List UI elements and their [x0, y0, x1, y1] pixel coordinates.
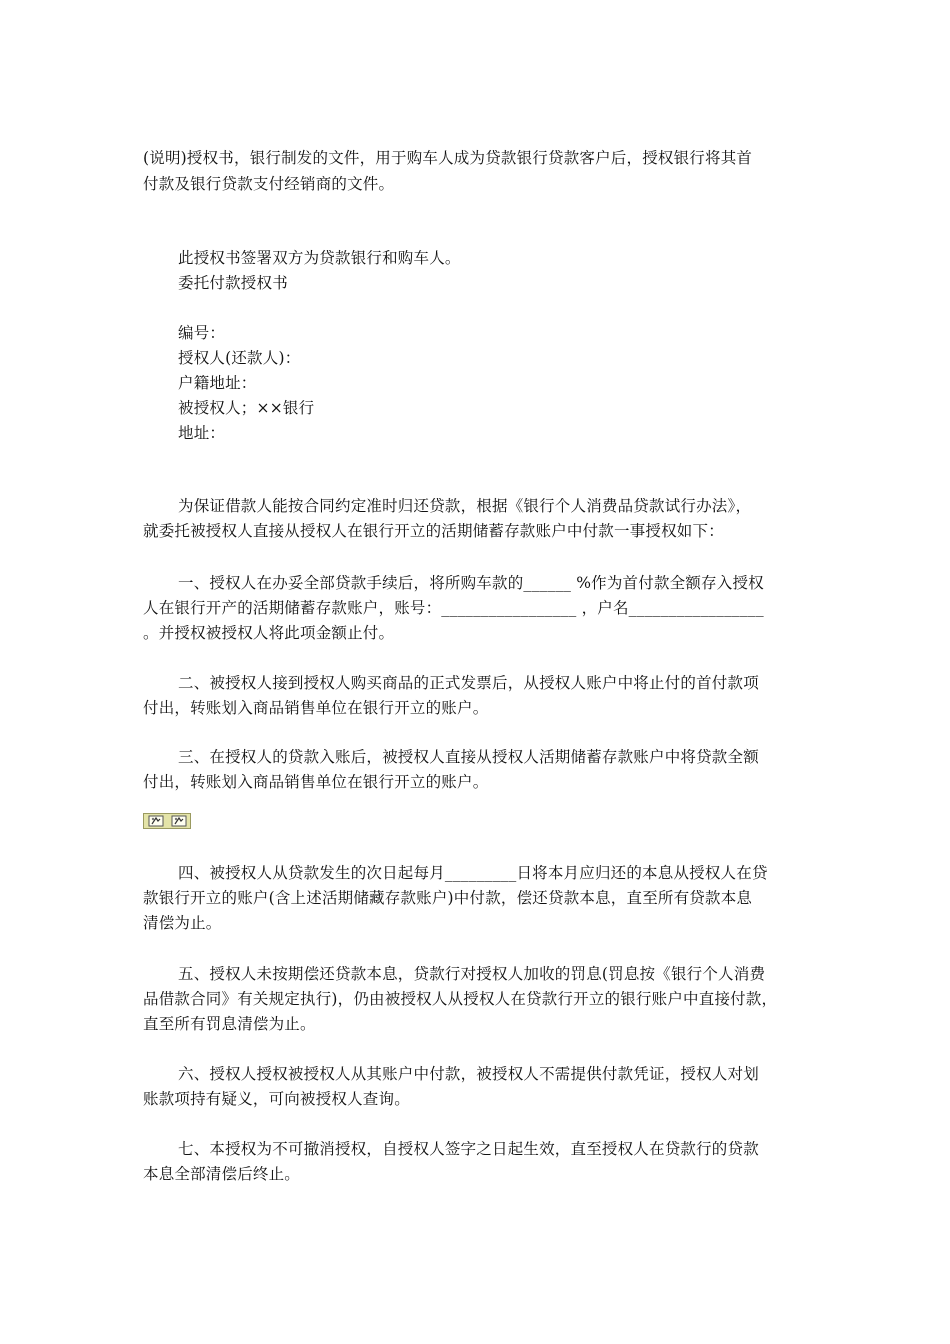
clause5-line-1: 五、授权人未按期偿还贷款本息，贷款行对授权人加收的罚息(罚息按《银行个人消费	[178, 965, 766, 983]
clause3-line-2: 付出，转账划入商品销售单位在银行开立的账户。	[143, 773, 489, 791]
signers-note: 此授权书签署双方为贷款银行和购车人。	[178, 249, 461, 267]
embedded-object-strip	[143, 813, 191, 829]
field-authorized: 被授权人；××银行	[178, 399, 315, 417]
clause5-line-3: 直至所有罚息清偿为止。	[143, 1015, 316, 1033]
field-address: 地址：	[178, 424, 226, 442]
clause4-line-3: 清偿为止。	[143, 914, 222, 932]
clause2-line-1: 二、被授权人接到授权人购买商品的正式发票后，从授权人账户中将止付的首付款项	[178, 674, 759, 692]
clause4-line-2: 款银行开立的账户(含上述活期储藏存款账户)中付款，偿还贷款本息，直至所有贷款本息	[143, 889, 753, 907]
field-domicile: 户籍地址：	[178, 374, 257, 392]
field-number: 编号：	[178, 324, 226, 342]
clause6-line-1: 六、授权人授权被授权人从其账户中付款，被授权人不需提供付款凭证，授权人对划	[178, 1065, 759, 1083]
preamble-line-2: 就委托被授权人直接从授权人在银行开立的活期储蓄存款账户中付款一事授权如下：	[143, 522, 724, 540]
clause1-line-2: 人在银行开产的活期储蓄存款账户，账号：_________________ ，户名_________________	[143, 599, 764, 617]
clause3-line-1: 三、在授权人的贷款入账后，被授权人直接从授权人活期储蓄存款账户中将贷款全额	[178, 748, 759, 766]
broken-image-icon	[148, 815, 164, 827]
clause5-line-2: 品借款合同》有关规定执行)，仍由被授权人从授权人在贷款行开立的银行账户中直接付款，	[143, 990, 778, 1008]
clause4-line-1: 四、被授权人从贷款发生的次日起每月_________日将本月应归还的本息从授权人在贷	[178, 864, 768, 882]
clause2-line-2: 付出，转账划入商品销售单位在银行开立的账户。	[143, 699, 489, 717]
intro-line-2: 付款及银行贷款支付经销商的文件。	[143, 175, 395, 193]
clause7-line-1: 七、本授权为不可撤消授权，自授权人签字之日起生效，直至授权人在贷款行的贷款	[178, 1140, 759, 1158]
broken-image-icon	[171, 815, 187, 827]
clause6-line-2: 账款项持有疑义，可向被授权人查询。	[143, 1090, 410, 1108]
field-authorizer: 授权人(还款人)：	[178, 349, 301, 367]
clause1-line-3: 。并授权被授权人将此项金额止付。	[143, 624, 395, 642]
clause7-line-2: 本息全部清偿后终止。	[143, 1165, 301, 1183]
preamble-line-1: 为保证借款人能按合同约定准时归还贷款，根据《银行个人消费品贷款试行办法》，	[178, 497, 752, 515]
clause1-line-1: 一、授权人在办妥全部贷款手续后，将所购车款的______ %作为首付款全额存入授权	[178, 574, 764, 592]
document-title: 委托付款授权书	[178, 274, 288, 292]
intro-line-1: (说明)授权书，银行制发的文件，用于购车人成为贷款银行贷款客户后，授权银行将其首	[143, 149, 753, 167]
